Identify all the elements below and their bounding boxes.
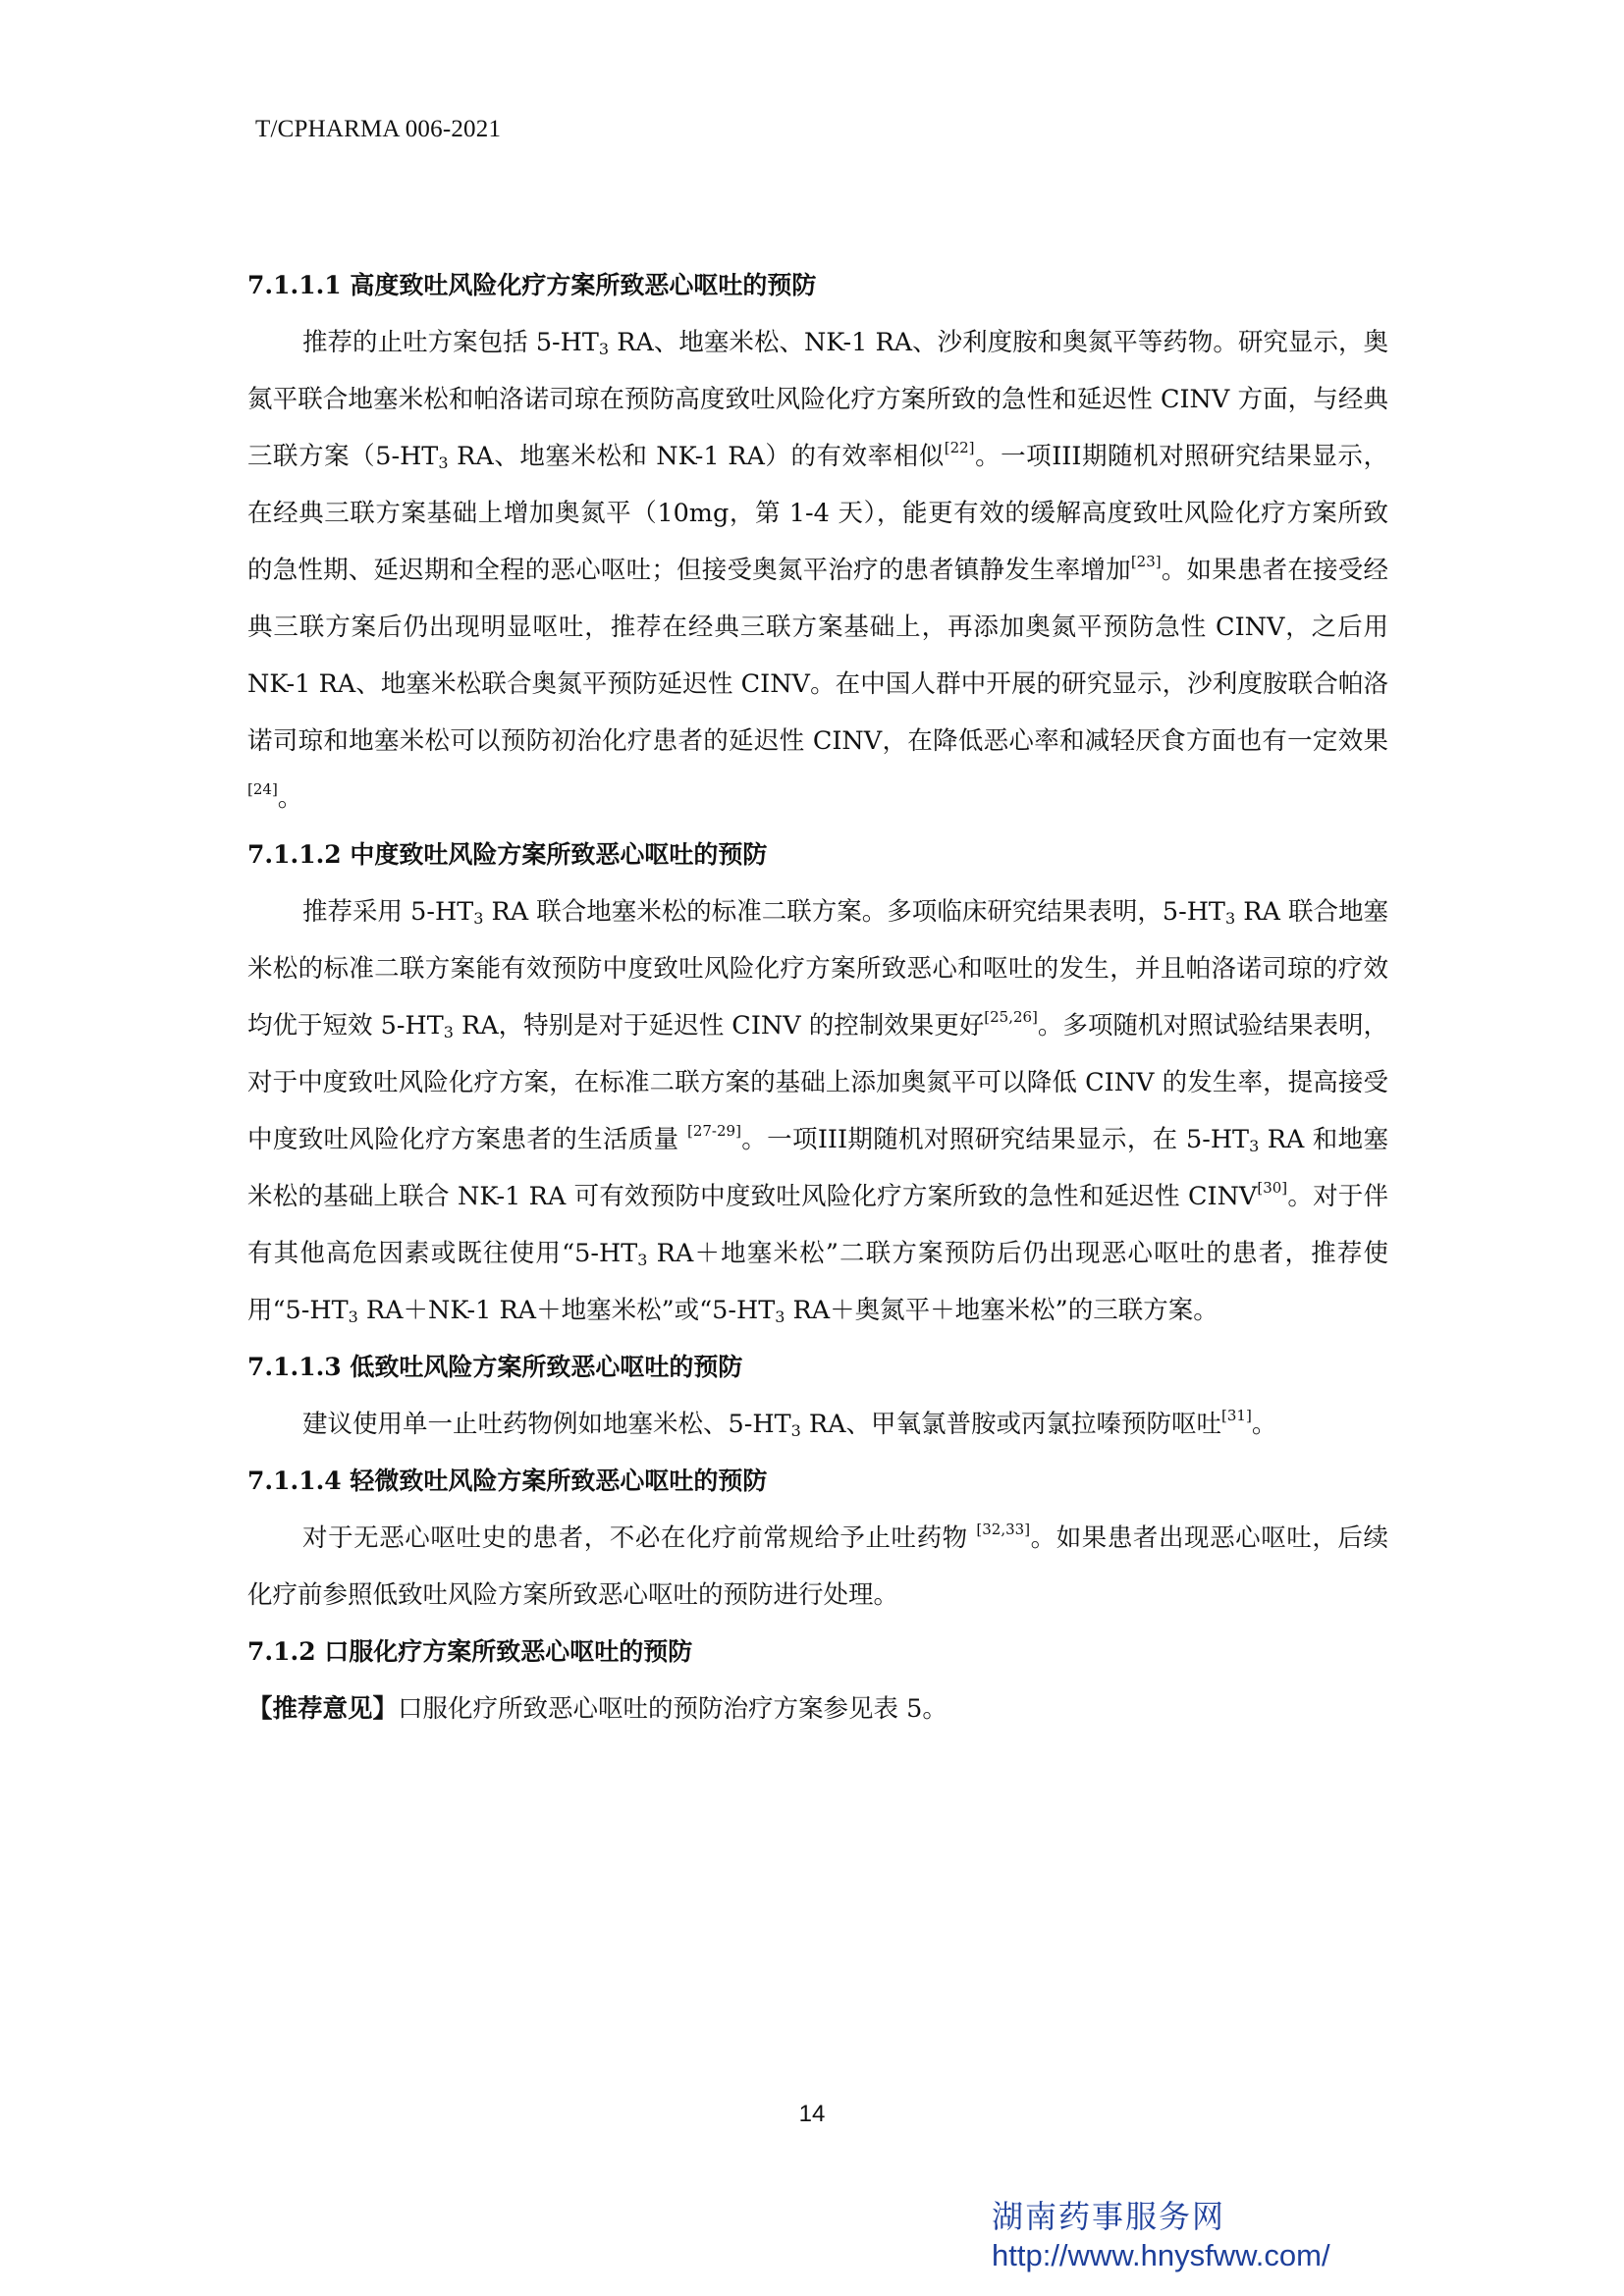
citation-reference: [31] (1221, 1407, 1252, 1424)
subscript: 3 (348, 1308, 358, 1326)
section-heading-7-1-1-3: 7.1.1.3 低致吐风险方案所致恶心呕吐的预防 (247, 1353, 743, 1381)
subscript: 3 (1224, 909, 1236, 928)
section-heading-7-1-2: 7.1.2 口服化疗方案所致恶心呕吐的预防 (247, 1637, 693, 1666)
section-paragraph-7-1-1-4: 对于无恶心呕吐史的患者，不必在化疗前常规给予止吐药物 [32,33]。如果患者出现恶心呕吐，后续化疗前参照低致吐风险方案所致恶心呕吐的预防进行处理。 (247, 1521, 1388, 1610)
page-number: 14 (798, 2101, 826, 2127)
subscript: 3 (790, 1421, 801, 1440)
section-paragraph-7-1-1-1: 推荐的止吐方案包括 $5-HT_3$ RA、地塞米松、NK-1 RA、沙利度胺和奥氮平等药物。研究显示，奥氮平联合地塞米松和帕洛诺司琼在预防高度致吐风险化疗方案所致的急性和延迟性 CINV 方面，与经典三联方案（$5-HT_3$ RA、地塞米松和 NK-1 RA）的有效率相似[22]。一项III期随机对照研究结果显示，在经典三联方案基础上增加奥氮平（10mg，第 1-4 天），能更有效的缓解高度致吐风险化疗方案所致的急性期、延迟期和全程的恶心呕吐；但接受奥氮平治疗的患者镇静发生率增加[23]。如果患者在接受经典三联方案后仍出现明显呕吐，推荐在经典三联方案基础上，再添加奥氮平预防急性 CINV，之后用 NK-1 RA、地塞米松联合奥氮平预防延迟性 CINV。在中国人群中开展的研究显示，沙利度胺联合帕洛诺司琼和地塞米松可以预防初治化疗患者的延迟性 CINV，在降低恶心率和减轻厌食方面也有一定效果[24]。 (247, 328, 1388, 813)
subscript: 3 (473, 909, 484, 928)
citation-reference: [23] (1130, 553, 1162, 570)
section-heading-7-1-1-4: 7.1.1.4 轻微致吐风险方案所致恶心呕吐的预防 (247, 1467, 768, 1495)
citation-reference: [30] (1257, 1179, 1288, 1197)
recommendation-paragraph: 【推荐意见】口服化疗所致恶心呕吐的预防治疗方案参见表 5。 (247, 1694, 947, 1724)
watermark-site-url: http://www.hnysfww.com/ (992, 2238, 1330, 2272)
document-code-header: T/CPHARMA 006-2021 (255, 116, 502, 142)
subscript: 3 (438, 454, 449, 472)
subscript: 3 (1249, 1137, 1260, 1155)
subscript: 3 (775, 1308, 785, 1326)
citation-reference: [22] (944, 439, 975, 456)
section-paragraph-7-1-1-3: 建议使用单一止吐药物例如地塞米松、$5-HT_3$ RA、甲氧氯普胺或丙氯拉嗪预防呕吐[31]。 (302, 1407, 1277, 1440)
subscript: 3 (443, 1023, 454, 1041)
document-body (247, 257, 1388, 1737)
watermark-site-name: 湖南药事服务网 (992, 2198, 1226, 2235)
citation-reference: [32,33] (976, 1521, 1031, 1538)
section-heading-7-1-1-1: 7.1.1.1 高度致吐风险化疗方案所致恶心呕吐的预防 (247, 271, 817, 299)
section-paragraph-7-1-1-2: 推荐采用 $5-HT_3$ RA 联合地塞米松的标准二联方案。多项临床研究结果表明，$5-HT_3$ RA 联合地塞米松的标准二联方案能有效预防中度致吐风险化疗方案所致恶心和呕吐的发生，并且帕洛诺司琼的疗效均优于短效 $5-HT_3$ RA，特别是对于延迟性 CINV 的控制效果更好[25,26]。多项随机对照试验结果表明，对于中度致吐风险化疗方案，在标准二联方案的基础上添加奥氮平可以降低 CINV 的发生率，提高接受中度致吐风险化疗方案患者的生活质量 [27-29]。一项III期随机对照研究结果显示，在 $5-HT_3$ RA 和地塞米松的基础上联合 NK-1 RA 可有效预防中度致吐风险化疗方案所致的急性和延迟性 CINV[30]。对于伴有其他高危因素或既往使用“$5-HT_3$ RA＋地塞米松”二联方案预防后仍出现恶心呕吐的患者，推荐使用“$5-HT_3$ RA＋NK-1 RA＋地塞米松”或“$5-HT_3$ RA＋奥氮平＋地塞米松”的三联方案。 (247, 897, 1389, 1326)
subscript: 3 (637, 1251, 648, 1269)
citation-reference: [24] (247, 780, 278, 798)
site-watermark (992, 2197, 1330, 2275)
recommendation-label: 【推荐意见】 (247, 1694, 399, 1724)
section-heading-7-1-1-2: 7.1.1.2 中度致吐风险方案所致恶心呕吐的预防 (247, 840, 768, 869)
citation-reference: [25,26] (984, 1008, 1038, 1026)
citation-reference: [27-29] (686, 1122, 741, 1140)
subscript: 3 (598, 340, 610, 358)
